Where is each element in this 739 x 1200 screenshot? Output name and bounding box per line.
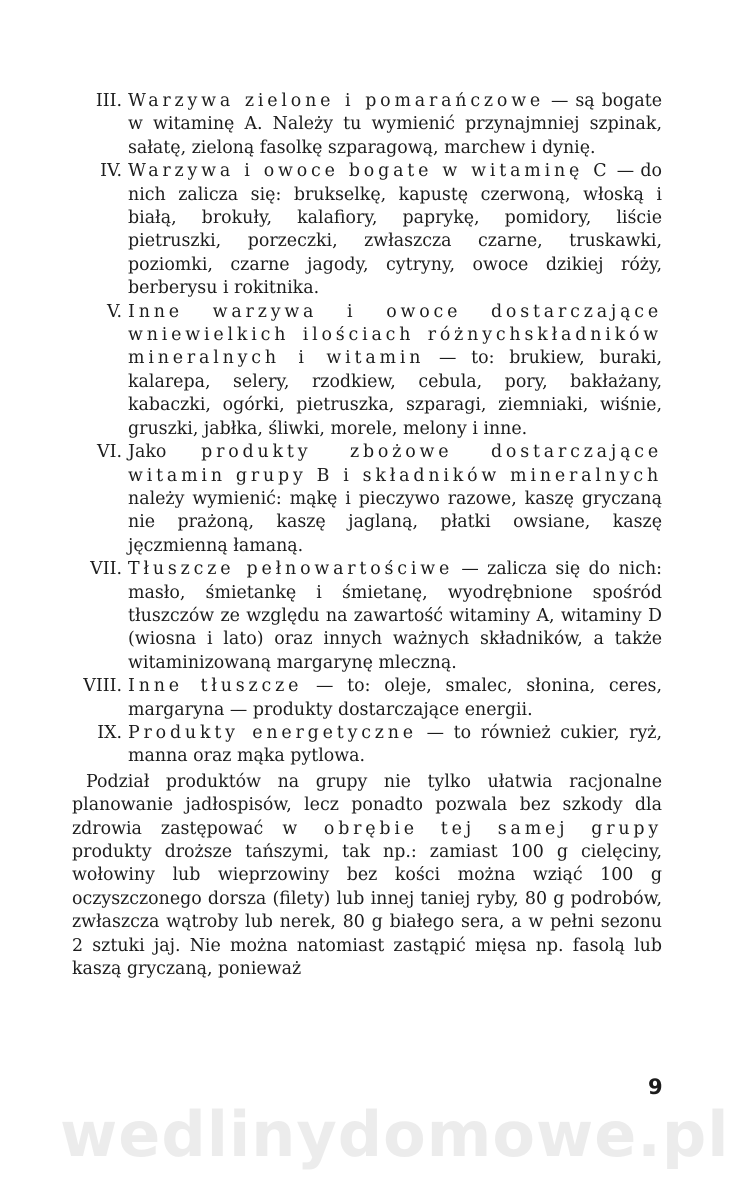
body-paragraph: Podział produktów na grupy nie tylko ułatwia racjonalne planowanie jadłospisów, lecz ponadto pozwala bez szkody dla zdrowia zastępować w obrębie tej samej grupy produkty droższe tańszymi, tak np.: zamiast 100 g cielęciny, wołowiny lub wieprzowiny bez kości można wziąć 100 g oczyszczonego dorsza (filety) lub innej taniej ryby, 80 g podrobów, zwłaszcza wątroby lub nerek, 80 g białego sera, a w pełni sezonu 2 sztuki jaj. Nie można natomiast zastąpić mięsa np. fasolą lub kaszą gryczaną, ponieważ [72, 771, 662, 980]
item-heading: Warzywa i owoce bogate w witaminę C [128, 161, 611, 182]
item-heading: Produkty energetyczne [128, 722, 417, 743]
item-text: należy wymienić: mąkę i pieczywo razowe, kaszę gryczaną nie prażoną, kaszę jaglaną, płatki owsiane, kaszę jęczmienną łamaną. [128, 488, 662, 556]
list-item [72, 558, 662, 675]
item-heading: Inne tłuszcze [128, 676, 303, 697]
item-lead: Jako [128, 442, 202, 463]
list-item [72, 160, 662, 300]
item-number: V. [106, 301, 122, 322]
list-item [72, 301, 662, 441]
list-item [72, 722, 662, 769]
page-number: 9 [648, 1075, 663, 1099]
list-item [72, 675, 662, 722]
item-text: — są bogate w witaminę A. Należy tu wymienić przynajmniej szpinak, sałatę, zieloną fasolkę szparagową, marchew i dynię. [128, 91, 663, 158]
list-item [72, 441, 662, 558]
item-text: — do nich zalicza się: brukselkę, kapustę czerwoną, włoską i białą, brokuły, kalafiory, paprykę, pomidory, liście pietruszki, porzeczki, zwłaszcza czarne, truskawki, poziomki, czarne jagody, cytryny, owoce dzikiej róży, berberysu i rokitnika. [128, 161, 662, 299]
item-text: — to: brukiew, buraki, kalarepa, selery, rzodkiew, cebula, pory, bakłażany, kabaczki, ogórki, pietruszka, szparagi, ziemniaki, wiśnie, gruszki, jabłka, śliwki, morele, melony i inne. [128, 348, 662, 439]
item-number: VII. [90, 559, 122, 580]
list-item [72, 90, 662, 160]
item-number: VI. [97, 442, 122, 463]
item-heading: Warzywa zielone i pomarańczowe [128, 91, 545, 111]
item-heading: Tłuszcze pełnowartościwe [128, 559, 454, 580]
item-heading: Inne warzywa i owoce dostarczające wniewielkich ilościach różnychskładników mineralnych i witamin [128, 301, 662, 369]
item-number: VIII. [83, 676, 122, 697]
item-heading: produkty zbożowe dostarczające witamin grupy B i składników mineralnych [128, 442, 662, 486]
page-content [72, 90, 662, 999]
item-number: IV. [100, 161, 122, 182]
watermark: wedlinydomowe.pl [60, 1098, 730, 1171]
item-number: IX. [97, 722, 122, 743]
item-number: III. [95, 91, 122, 111]
item-text: — to: oleje, smalec, słonina, ceres, margaryna — produkty dostarczające energii. [128, 676, 662, 720]
item-text: — zalicza się do nich: masło, śmietankę i śmietanę, wyodrębnione spośród tłuszczów ze względu na zawartość witaminy A, witaminy D (wiosna i lato) oraz innych ważnych składników, a także witaminizowaną margarynę mleczną. [128, 559, 663, 673]
item-text: — to również cukier, ryż, manna oraz mąka pytlowa. [128, 722, 662, 767]
emphasis-text: w obrębie tej samej grupy [282, 818, 662, 839]
